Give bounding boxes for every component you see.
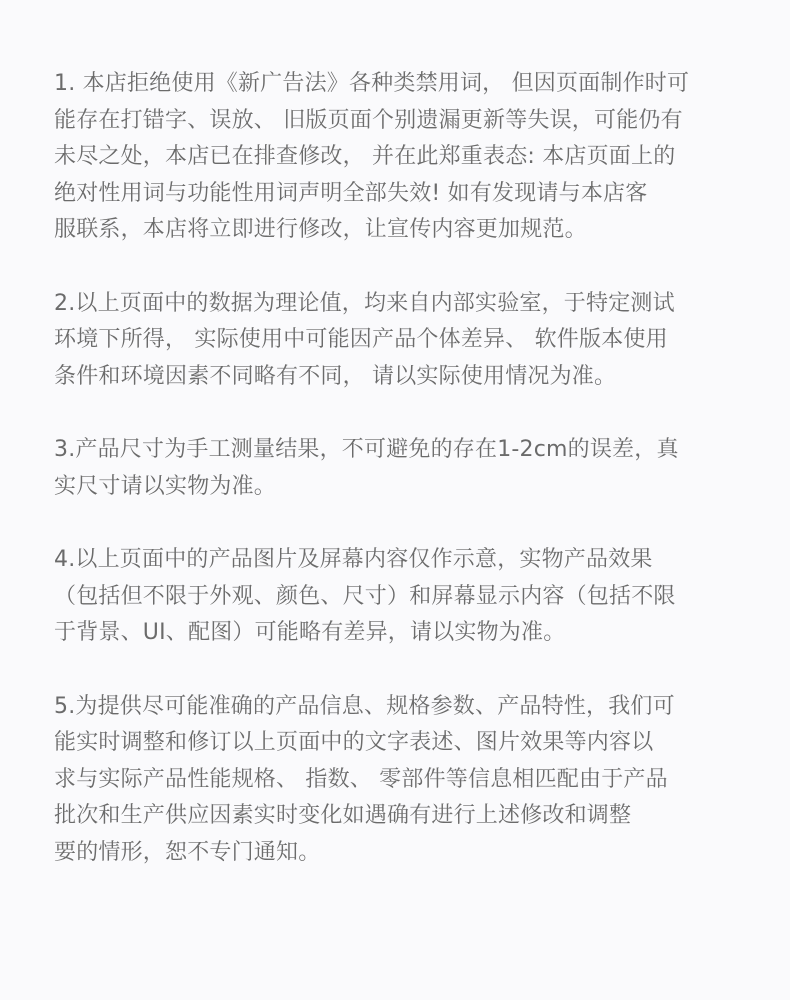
disclaimer-section-2 <box>54 286 730 396</box>
disclaimer-line: 能存在打错字、误放、 旧版页面个别遗漏更新等失误，可能仍有 <box>54 107 683 133</box>
disclaimer-line: 未尽之处，本店已在排查修改， 并在此郑重表态: 本店页面上的 <box>54 144 676 169</box>
disclaimer-line: 能实时调整和修订以上页面中的文字表述、图片效果等内容以 <box>54 730 654 755</box>
disclaimer-line: 1. 本店拒绝使用《新广告法》各种类禁用词， 但因页面制作时可 <box>54 71 690 96</box>
disclaimer-line: 2.以上页面中的数据为理论值，均来自内部实验室，于特定测试 <box>54 290 675 316</box>
disclaimer-line: 3.产品尺寸为手工测量结果，不可避免的存在1-2cm的误差，真 <box>54 437 679 462</box>
disclaimer-section-1 <box>54 66 730 249</box>
disclaimer-line: 求与实际产品性能规格、 指数、 零部件等信息相匹配由于产品 <box>54 766 668 792</box>
disclaimer-line: （包括但不限于外观、颜色、尺寸）和屏幕显示内容（包括不限 <box>54 583 676 609</box>
disclaimer-line: 条件和环境因素不同略有不同， 请以实际使用情况为准。 <box>54 363 617 389</box>
disclaimer-line: 批次和生产供应因素实时变化如遇确有进行上述修改和调整 <box>54 803 632 828</box>
disclaimer-line: 绝对性用词与功能性用词声明全部失效! 如有发现请与本店客 <box>54 180 648 206</box>
disclaimer-section-5 <box>54 689 730 872</box>
disclaimer-line: 5.为提供尽可能准确的产品信息、规格参数、产品特性，我们可 <box>54 693 675 719</box>
disclaimer-line: 实尺寸请以实物为准。 <box>54 473 277 499</box>
disclaimer-line: 于背景、UI、配图）可能略有差异，请以实物为准。 <box>54 620 566 645</box>
disclaimer-line: 环境下所得， 实际使用中可能因产品个体差异、 软件版本使用 <box>54 327 668 352</box>
disclaimer-section-4 <box>54 542 730 652</box>
disclaimer-line: 服联系，本店将立即进行修改，让宣传内容更加规范。 <box>54 217 587 242</box>
disclaimer-line: 要的情形，恕不专门通知。 <box>54 839 321 865</box>
disclaimer-line: 4.以上页面中的产品图片及屏幕内容仅作示意，实物产品效果 <box>54 547 653 572</box>
disclaimer-section-3 <box>54 432 730 505</box>
